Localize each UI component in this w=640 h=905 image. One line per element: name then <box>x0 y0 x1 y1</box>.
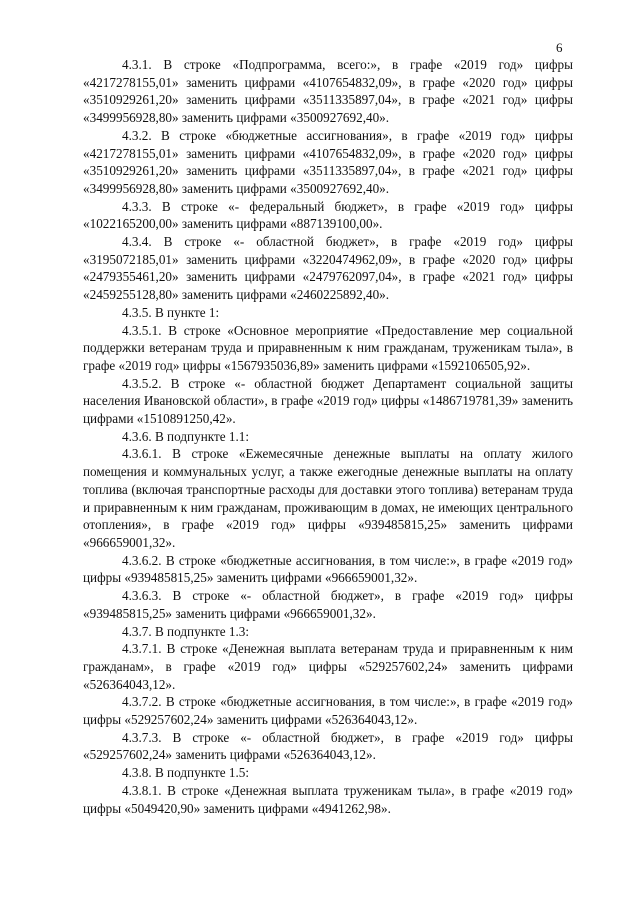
paragraph-4-3-6-1: 4.3.6.1. В строке «Ежемесячные денежные выплаты на оплату жилого помещения и коммунальных услуг, а также ежегодные денежные выплаты на оплату топлива (включая транспортные расходы для доставки этого топлива) ветеранам труда и приравненным к ним гражданам, проживающим в домах, не имеющих центрального отопления», в графе «2019 год» цифры «939485815,25» заменить цифрами «966659001,32». <box>83 446 573 550</box>
paragraph-4-3-8-1: 4.3.8.1. В строке «Денежная выплата труженикам тыла», в графе «2019 год» цифры «5049420,90» заменить цифрами «4941262,98». <box>83 782 573 816</box>
page-number: 6 <box>556 40 563 55</box>
paragraph-4-3-6-3: 4.3.6.3. В строке «- областной бюджет», в графе «2019 год» цифры «939485815,25» заменить цифрами «966659001,32». <box>83 588 573 621</box>
paragraph-4-3-5-2: 4.3.5.2. В строке «- областной бюджет Департамент социальной защиты населения Ивановской области», в графе «2019 год» цифры «1486719781,39» заменить цифрами «1510891250,42». <box>83 375 573 427</box>
paragraph-4-3-6: 4.3.6. В подпункте 1.1: <box>122 428 250 444</box>
paragraph-4-3-7-3: 4.3.7.3. В строке «- областной бюджет», в графе «2019 год» цифры «529257602,24» заменить цифрами «526364043,12». <box>83 729 573 763</box>
paragraph-4-3-8: 4.3.8. В подпункте 1.5: <box>122 765 250 781</box>
paragraph-4-3-6-2: 4.3.6.2. В строке «бюджетные ассигнования, в том числе:», в графе «2019 год» цифры «939485815,25» заменить цифрами «966659001,32». <box>83 552 573 586</box>
paragraph-4-3-7-1: 4.3.7.1. В строке «Денежная выплата ветеранам труда и приравненным к ним гражданам», в графе «2019 год» цифры «529257602,24» заменить цифрами «526364043,12». <box>83 641 573 692</box>
paragraph-4-3-3: 4.3.3. В строке «- федеральный бюджет», в графе «2019 год» цифры «1022165200,00» заменить цифрами «887139100,00». <box>83 198 573 232</box>
paragraph-4-3-7: 4.3.7. В подпункте 1.3: <box>122 623 250 639</box>
paragraph-4-3-5: 4.3.5. В пункте 1: <box>122 304 220 320</box>
paragraph-4-3-1: 4.3.1. В строке «Подпрограмма, всего:», в графе «2019 год» цифры «4217278155,01» заменить цифрами «4107654832,09», в графе «2020 год» цифры «3510929261,20» заменить цифрами «3511335897,04», в графе «2021 год» цифры «3499956928,80» заменить цифрами «3500927692,40». <box>83 57 573 126</box>
paragraph-4-3-4: 4.3.4. В строке «- областной бюджет», в графе «2019 год» цифры «3195072185,01» заменить цифрами «3220474962,09», в графе «2020 год» цифры «2479355461,20» заменить цифрами «2479762097,04», в графе «2021 год» цифры «2459255128,80» заменить цифрами «2460225892,40». <box>83 234 573 303</box>
paragraph-4-3-2: 4.3.2. В строке «бюджетные ассигнования», в графе «2019 год» цифры «4217278155,01» заменить цифрами «4107654832,09», в графе «2020 год» цифры «3510929261,20» заменить цифрами «3511335897,04», в графе «2021 год» цифры «3499956928,80» заменить цифрами «3500927692,40». <box>83 127 573 196</box>
paragraph-4-3-7-2: 4.3.7.2. В строке «бюджетные ассигнования, в том числе:», в графе «2019 год» цифры «529257602,24» заменить цифрами «526364043,12». <box>83 694 573 728</box>
paragraph-4-3-5-1: 4.3.5.1. В строке «Основное мероприятие «Предоставление мер социальной поддержки ветеранам труда и приравненным к ним гражданам, труженикам тыла», в графе «2019 год» цифры «1567935036,89» заменить цифрами «1592106505,92». <box>83 322 573 373</box>
document-body <box>83 56 573 817</box>
